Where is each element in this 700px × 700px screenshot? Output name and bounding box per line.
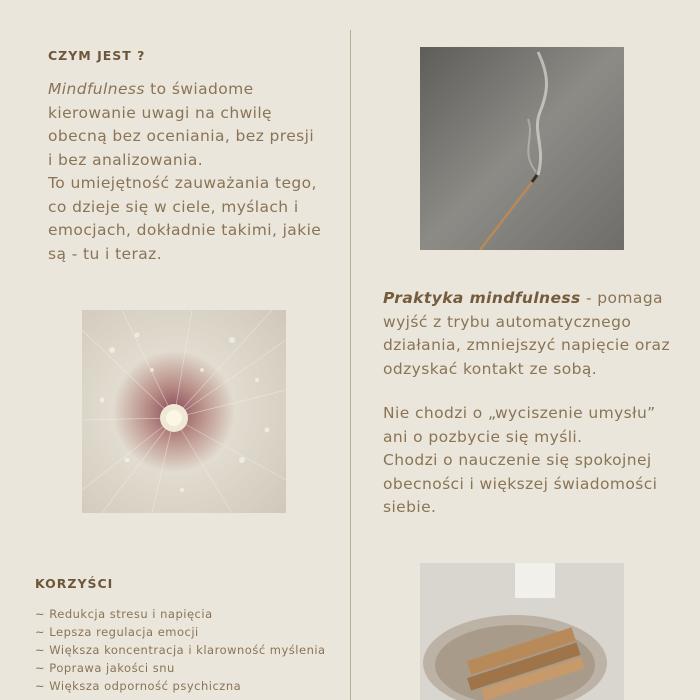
intro-emphasis: Mindfulness	[48, 80, 145, 98]
list-item: ~ Poprawa jakości snu	[35, 661, 175, 676]
practice-line: wyjść z trybu automatycznego	[383, 312, 632, 331]
intro-line: emocjach, dokładnie takimi, jakie	[48, 221, 322, 239]
practice-emphasis: Praktyka mindfulness	[383, 289, 581, 307]
incense-photo	[420, 47, 624, 250]
list-item: ~ Większa koncentracja i klarowność myślenia	[35, 643, 326, 658]
not-about-line: Nie chodzi o „wyciszenie umysłu”	[383, 404, 656, 422]
flower-photo	[82, 310, 286, 513]
intro-line: obecną bez oceniania, bez presji	[48, 127, 315, 145]
practice-line: odzyskać kontakt ze sobą.	[383, 359, 598, 378]
intro-line: i bez analizowania.	[48, 150, 204, 169]
not-about-line: siebie.	[383, 498, 437, 516]
not-about-line: Chodzi o nauczenie się spokojnej	[383, 451, 652, 469]
practice-paragraph	[383, 287, 683, 381]
intro-paragraph	[48, 78, 343, 266]
not-about-paragraph	[383, 402, 683, 520]
practice-line: działania, zmniejszyć napięcie oraz	[383, 336, 670, 354]
section-heading-benefits: KORZYŚCI	[35, 576, 114, 591]
intro-line: Mindfulness to świadome	[48, 80, 254, 98]
list-item: ~ Lepsza regulacja emocji	[35, 625, 199, 640]
palo-santo-photo	[420, 563, 624, 700]
list-item: ~ Redukcja stresu i napięcia	[35, 607, 213, 621]
column-divider	[350, 30, 351, 700]
not-about-line: obecności i większej świadomości	[383, 474, 658, 493]
not-about-line: ani o pozbycie się myśli.	[383, 427, 583, 446]
section-heading-what-is: CZYM JEST ?	[48, 48, 146, 63]
intro-line: są - tu i teraz.	[48, 244, 163, 263]
benefits-list	[35, 605, 326, 695]
intro-line: To umiejętność zauważania tego,	[48, 174, 317, 192]
practice-line: Praktyka mindfulness - pomaga	[383, 289, 663, 307]
intro-line: kierowanie uwagi na chwilę	[48, 103, 272, 122]
intro-line: co dzieje się w ciele, myślach i	[48, 197, 299, 216]
list-item: ~ Większa odporność psychiczna	[35, 679, 242, 694]
